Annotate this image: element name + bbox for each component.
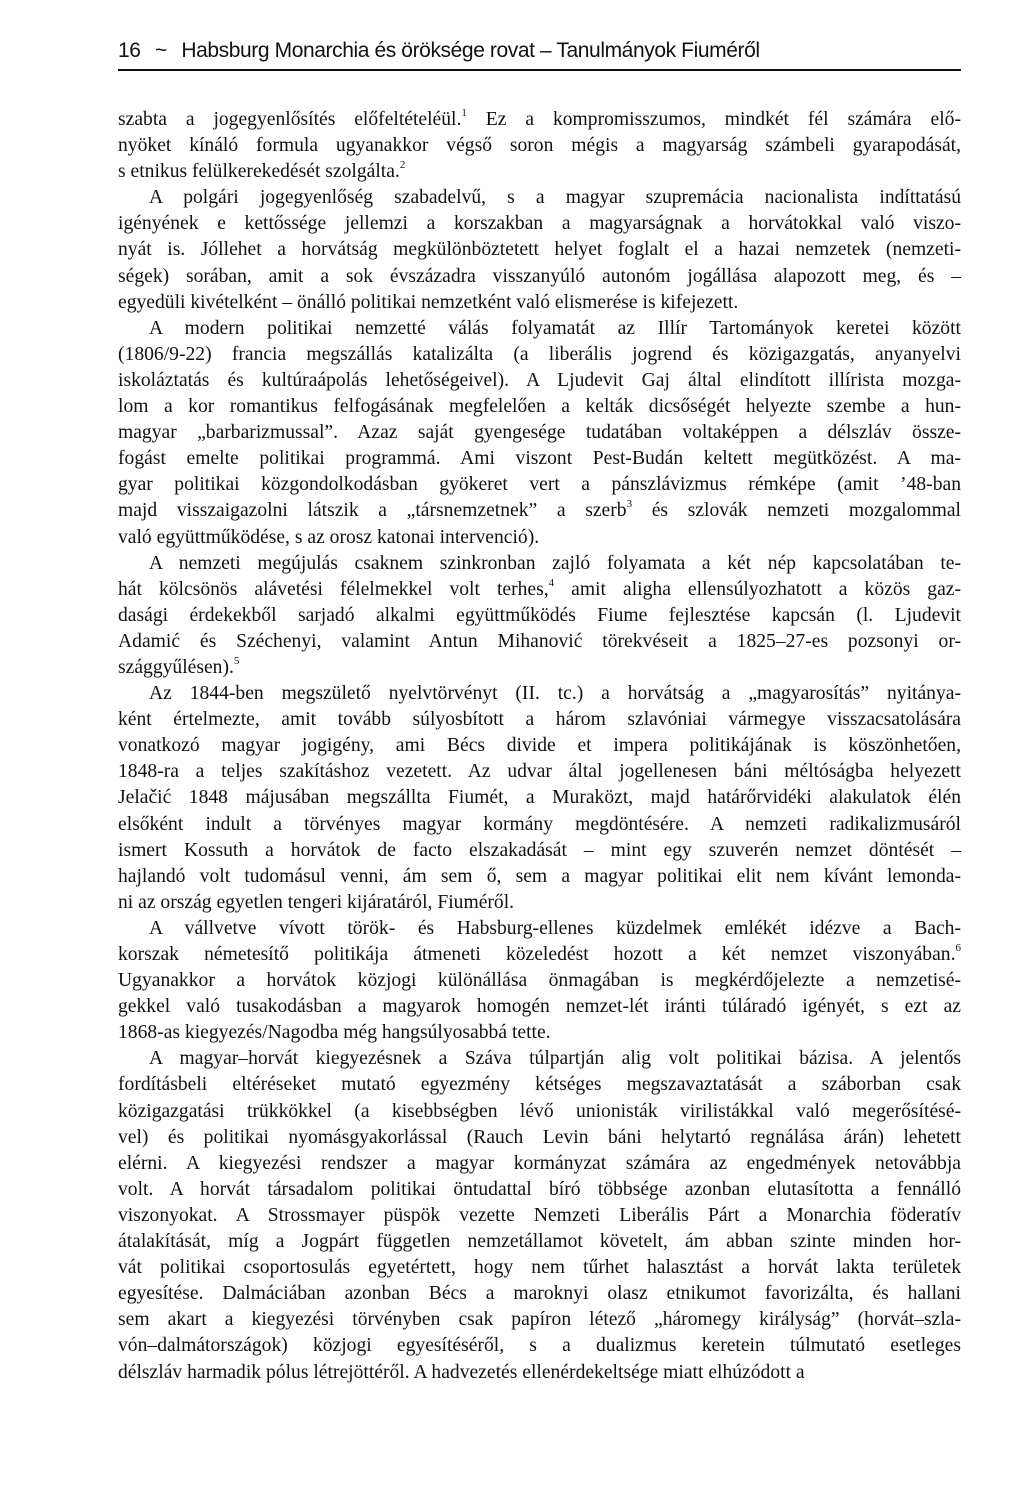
line-text: ismert Kossuth a horvátok de facto elszakadását – mint egy szuverén nemzet döntését – — [118, 839, 961, 861]
text-line — [118, 472, 961, 498]
line-text: hát kölcsönös alávetési félelmekkel volt terhes, — [118, 578, 549, 600]
text-line — [118, 237, 961, 263]
line-text: lom a kor romantikus felfogásának megfelelően a kelták dicsőségét helyezte szembe a hun- — [118, 396, 961, 418]
text-line — [118, 759, 961, 785]
text-line — [118, 916, 961, 942]
line-text: vonatkozó magyar jogigény, ami Bécs divide et impera politikájának is köszönhetően, — [118, 735, 961, 757]
line-text: egyesítése. Dalmáciában azonban Bécs a maroknyi olasz etnikumot favorizálta, és hallani — [118, 1283, 961, 1305]
text-line — [118, 577, 961, 603]
line-text: nyöket kínáló formula ugyanakkor végső soron mégis a magyarság számbeli gyarapodását, — [118, 135, 961, 157]
line-text: hajlandó volt tudomásul venni, ám sem ő, sem a magyar politikai elit nem kívánt lemonda- — [118, 865, 961, 887]
paragraph — [118, 107, 961, 185]
line-text: gekkel való tusakodásban a magyarok homogén nemzet-lét iránti túláradó igényét, s ezt az — [118, 996, 961, 1018]
line-text: egyedüli kivételként – önálló politikai nemzetként való elismerése is kifejezett. — [118, 291, 739, 313]
header-separator: ~ — [155, 39, 167, 62]
text-line — [118, 1177, 961, 1203]
footnote-marker: 3 — [626, 498, 633, 511]
text-line — [118, 785, 961, 811]
line-text: Az 1844-ben megszülető nyelvtörvényt (II. tc.) a horvátság a „magyarosítás” nyitánya- — [149, 683, 961, 705]
line-text: dasági érdekekből sarjadó alkalmi együttműködés Fiume fejlesztése kapcsán (l. Ljudevit — [118, 604, 961, 626]
footnote-marker: 6 — [955, 942, 961, 954]
section-title: Habsburg Monarchia és öröksége rovat – Tanulmányok Fiuméről — [181, 39, 760, 62]
line-text: és szlovák nemzeti mozgalommal — [632, 500, 962, 522]
line-text: elérni. A kiegyezési rendszer a magyar kormányzat számára az engedmények netovábbja — [118, 1152, 961, 1174]
line-text: szabta a jogegyenlősítés előfeltételéül. — [118, 109, 462, 130]
text-line — [118, 968, 961, 994]
text-line — [118, 1072, 961, 1098]
text-line — [118, 1046, 961, 1072]
text-line — [118, 890, 961, 916]
text-line — [118, 394, 961, 420]
text-line — [118, 603, 961, 629]
text-line — [118, 525, 961, 551]
text-line — [118, 1333, 961, 1359]
document-page — [118, 30, 961, 1386]
line-text: majd visszaigazolni látszik a „társnemzetnek” a szerb — [118, 500, 627, 522]
line-text: Adamić és Széchenyi, valamint Antun Mihanović törekvéseit a 1825–27-es pozsonyi or- — [118, 630, 961, 652]
line-text: való együttműködése, s az orosz katonai intervenció). — [118, 526, 540, 548]
line-text: sem akart a kiegyezési törvényben csak papíron létező „háromegy királyság” (horvát–szla- — [118, 1309, 961, 1331]
text-line — [118, 1255, 961, 1281]
line-text: Ugyanakkor a horvátok közjogi különállása önmagában is megkérdőjelezte a nemzetisé- — [118, 970, 961, 992]
footnote-marker: 1 — [461, 107, 467, 119]
text-line — [118, 316, 961, 342]
text-line — [118, 1203, 961, 1229]
paragraph — [118, 916, 961, 1046]
line-text: ként értelmezte, amit tovább súlyosbított a három szlavóniai vármegye visszacsatolására — [118, 709, 961, 731]
footnote-marker: 5 — [233, 654, 240, 667]
text-line — [118, 368, 961, 394]
text-line — [118, 211, 961, 237]
text-line — [118, 1099, 961, 1125]
paragraph — [118, 1046, 961, 1385]
text-line — [118, 629, 961, 655]
line-text: délszláv harmadik pólus létrejöttéről. A hadvezetés ellenérdekeltsége miatt elhúzódott a — [118, 1361, 805, 1383]
text-line — [118, 864, 961, 890]
line-text: ségek) sorában, amit a sok évszázadra visszanyúló autonóm jogállása alapozott meg, és – — [118, 265, 961, 287]
text-line — [118, 185, 961, 211]
line-text: viszonyokat. A Strossmayer püspök vezette Nemzeti Liberális Párt a Monarchia föderatív — [118, 1204, 961, 1226]
text-line — [118, 446, 961, 472]
line-text: magyar „barbarizmussal”. Azaz saját gyengesége tudatában voltaképpen a délszláv össze- — [118, 422, 961, 444]
page-number: 16 — [118, 39, 141, 62]
text-line — [118, 107, 961, 133]
line-text: korszak németesítő politikája átmeneti közeledést hozott a két nemzet viszonyában. — [118, 944, 956, 965]
text-line — [118, 733, 961, 759]
text-line — [118, 159, 961, 185]
line-text: s etnikus felülkerekedését szolgálta. — [118, 161, 400, 183]
line-text: (1806/9-22) francia megszállás katalizálta (a liberális jogrend és közigazgatás, anyanyelvi — [118, 343, 961, 365]
text-line — [118, 420, 961, 446]
line-text: Jelačić 1848 májusában megszállta Fiumét, a Muraközt, majd határőrvidéki alakulatok élén — [118, 787, 961, 809]
line-text: igényének e kettőssége jellemzi a korszakban a magyarságnak a horvátokkal való viszo- — [118, 213, 961, 235]
line-text: ni az ország egyetlen tengeri kijáratáról, Fiuméről. — [118, 891, 515, 913]
text-line — [118, 1360, 961, 1386]
text-line — [118, 342, 961, 368]
line-text: vel) és politikai nyomásgyakorlással (Rauch Levin báni helytartó regnálása árán) lehetett — [118, 1126, 961, 1148]
line-text: szággyűlésen). — [118, 656, 234, 678]
text-line — [118, 551, 961, 577]
text-line — [118, 1020, 961, 1046]
text-line — [118, 942, 961, 968]
text-line — [118, 264, 961, 290]
text-line — [118, 1281, 961, 1307]
text-line — [118, 1151, 961, 1177]
line-text: átalakítását, míg a Jogpárt független nemzetállamot követelt, ám abban szinte minden hor- — [118, 1231, 961, 1253]
text-line — [118, 1229, 961, 1255]
line-text: iskoláztatás és kultúraápolás lehetőségeivel). A Ljudevit Gaj által elindított illírista mozga- — [118, 369, 961, 391]
line-text: A polgári jogegyenlőség szabadelvű, s a magyar szupremácia nacionalista indíttatású — [149, 187, 961, 209]
line-text: 1848-ra a teljes szakításhoz vezetett. Az udvar által jogellenesen báni méltóságba helyezett — [118, 761, 961, 783]
text-line — [118, 681, 961, 707]
text-line — [118, 290, 961, 316]
line-text: elsőként indult a törvényes magyar kormány megdöntésére. A nemzeti radikalizmusáról — [118, 813, 961, 835]
line-text: nyát is. Jóllehet a horvátság megkülönböztetett helyet foglalt el a hazai nemzetek (nemzeti- — [118, 239, 961, 261]
line-text: A modern politikai nemzetté válás folyamatát az Illír Tartományok keretei között — [149, 317, 961, 339]
text-line — [118, 994, 961, 1020]
text-line — [118, 1307, 961, 1333]
paragraph — [118, 185, 961, 315]
line-text: vát politikai csoportosulás egyetértett, hogy nem tűrhet halasztást a horvát lakta területek — [118, 1257, 961, 1279]
line-text: amit aligha ellensúlyozhatott a közös gaz- — [554, 578, 961, 600]
footnote-marker: 2 — [399, 159, 406, 172]
text-line — [118, 707, 961, 733]
line-text: volt. A horvát társadalom politikai öntudattal bíró többsége azonban elutasította a fennálló — [118, 1178, 961, 1200]
line-text: A vállvetve vívott török- és Habsburg-ellenes küzdelmek emlékét idézve a Bach- — [149, 917, 961, 939]
paragraph — [118, 551, 961, 681]
line-text: közigazgatási trükkökkel (a kisebbségben lévő unionisták virilistákkal való megerősítésé- — [118, 1100, 961, 1122]
running-header — [118, 30, 961, 71]
text-line — [118, 655, 961, 681]
text-line — [118, 1125, 961, 1151]
text-line — [118, 838, 961, 864]
paragraph — [118, 316, 961, 551]
text-line — [118, 498, 961, 524]
text-line — [118, 133, 961, 159]
body-text — [118, 107, 961, 1386]
line-text: vón–dalmátországok) közjogi egyesítéséről, s a dualizmus keretein túlmutató esetleges — [118, 1335, 961, 1357]
paragraph — [118, 681, 961, 916]
footnote-marker: 4 — [548, 576, 555, 589]
text-line — [118, 812, 961, 838]
line-text: A nemzeti megújulás csaknem szinkronban zajló folyamata a két nép kapcsolatában te- — [149, 552, 961, 574]
line-text: A magyar–horvát kiegyezésnek a Száva túlpartján alig volt politikai bázisa. A jelentős — [149, 1048, 961, 1070]
line-text: gyar politikai közgondolkodásban gyökeret vert a pánszlávizmus rémképe (amit ’48-ban — [118, 474, 961, 496]
line-text: Ez a kompromisszumos, mindkét fél számára elő- — [466, 109, 961, 130]
line-text: fordításbeli eltéréseket mutató egyezmény kétséges megszavaztatását a száborban csak — [118, 1074, 961, 1096]
line-text: 1868-as kiegyezés/Nagodba még hangsúlyosabbá tette. — [118, 1022, 551, 1044]
line-text: fogást emelte politikai programmá. Ami viszont Pest-Budán keltett megütközést. A ma- — [118, 448, 961, 470]
